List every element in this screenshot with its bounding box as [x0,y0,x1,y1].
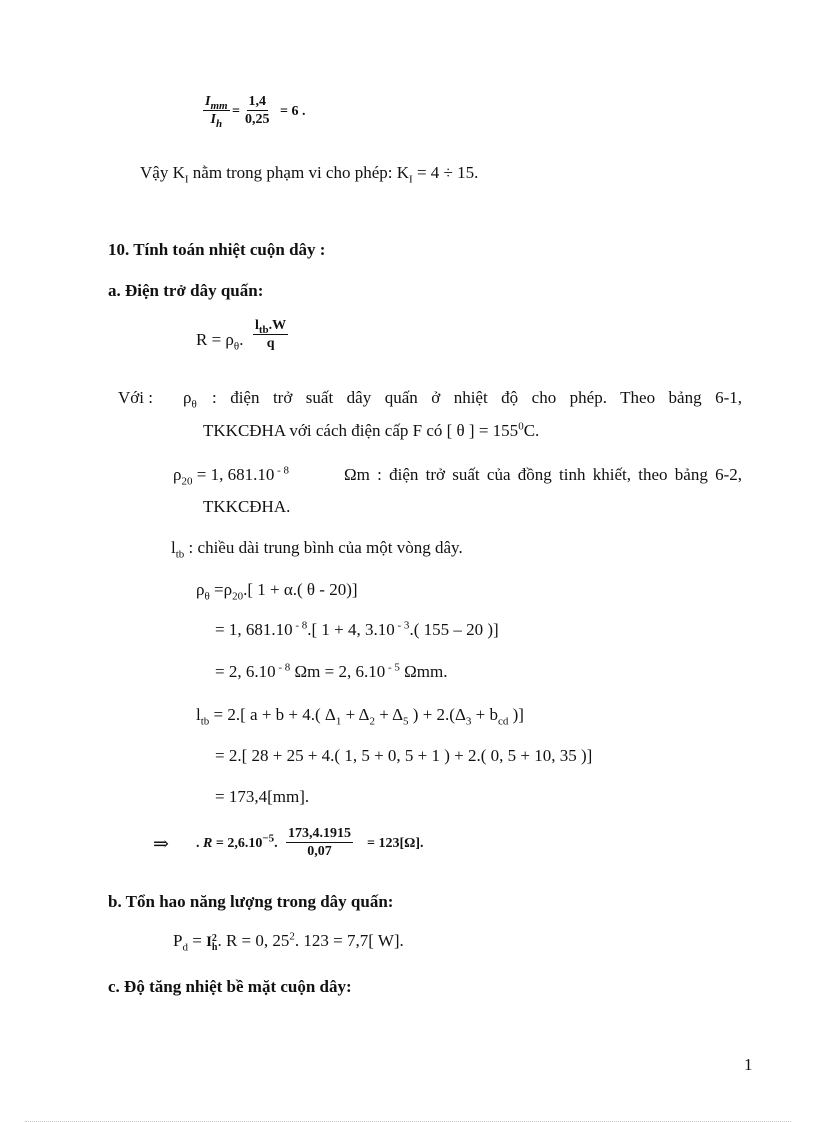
subsection-heading-c: c. Độ tăng nhiệt bề mặt cuộn dây: [108,977,352,996]
section-heading: 10. Tính toán nhiệt cuộn dây : [108,240,326,259]
rho-theta-result: = 2, 6.10 $^{- 8}$ Ωm = 2, 6.10 $^{- 5}$ Ωmm. [215,661,448,681]
where-label: Với : [118,388,153,407]
rho-theta-definition: : điện trở suất dây quấn ở nhiệt độ cho phép. Theo bảng 6-1, [212,388,742,407]
result-lhs: . $R = 2,6.10^{-5}$. [196,832,278,851]
equals-sign: = [232,104,240,119]
result-value: = 123[Ω]. [367,836,424,851]
page-number: 1 [744,1055,753,1074]
subsection-heading-b: b. Tổn hao năng lượng trong dây quấn: [108,892,394,911]
subsection-heading-a: a. Điện trở dây quấn: [108,281,264,300]
rho-theta-formula: $\rho_\theta =\rho_{20}$.[ 1 + α.( θ - 20)] [196,580,358,603]
equation-result: = 6 . [280,104,306,119]
fraction-current: $I_{mm}$ $I_h$ [205,94,228,130]
ltb-formula: $l_{tb} = 2$.[ a + b + 4.( $\Delta_1 + \Delta_2 + \Delta_5$ ) + $2.(\Delta_3 + b_{cd}$ )] [196,705,524,728]
rho-theta-symbol: $\rho_\theta$ [183,388,197,411]
page-bottom-divider [25,1121,791,1122]
fraction-values: $\frac{1,4}{0,25}$ [245,94,270,127]
ltb-result: = 173,4[mm]. [215,787,310,806]
ltb-substitution: = 2.[ 28 + 25 + 4.( 1, 5 + 0, 5 + 1 ) + 2.( 0, 5 + 10, 35 )] [215,746,593,765]
equation-power-loss: $P_d = I$ 2 h . R = 0, $25^2$. 123 = 7,7[ W]. [173,930,404,954]
ltb-definition: $l_{tb}$ : chiều dài trung bình của một vòng dây. [171,538,463,561]
rho-theta-definition-cont: TKKCĐHA với cách điện cấp F có [ θ ] = $155^0C$. [203,420,540,440]
rho20-symbol: $\rho_{20} = 1$, 681.10 $^{- 8}$ [173,464,289,488]
fraction-length-turns: $l_{tb}.W$ q [255,318,287,351]
rho-theta-substitution: = 1, 681.10 $^{- 8}$.[ 1 + 4, 3.10 $^{- 3}$.( 155 – 20 )] [215,619,499,639]
ki-range-line: Vậy $K_I$ nằm trong phạm vi cho phép: $K_I = 4 \div 15$. [140,163,479,186]
implies-arrow-icon: ⇒ [153,834,169,855]
equation-lhs: $R = \rho_\theta$. [196,330,244,353]
rho20-definition: Ωm : điện trở suất của đồng tinh khiết, theo bảng 6-2, [344,465,742,484]
rho20-definition-cont: TKKCĐHA. [203,497,291,516]
fraction-length-area: $\frac{173,4.1915}{0,07}$ [288,826,351,859]
